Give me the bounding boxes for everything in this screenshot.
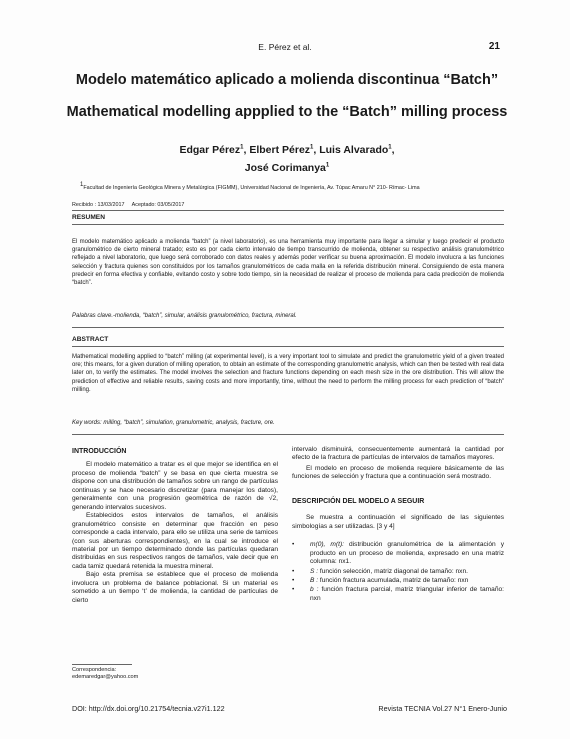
abstract-keywords: Key words: milling, “batch”, simulation, granulometric, analysis, fracture, ore. bbox=[72, 420, 275, 426]
divider bbox=[72, 346, 504, 347]
footnote-divider bbox=[72, 664, 132, 665]
intro-paragraph: Establecidos estos intervalos de tamaños, el análisis granulométrico consiste en determinar que fracción en peso corresponde a cada intervalo, para ello se utiliza una serie de tamices (con sus aberturas correspondientes), en la cual se introduce el material por un tiempo determinado donde las partículas quedaran distribuidas en sus respectivos rangos de tamaños, vale decir que en cada tamiz quedará retenida la muestra mineral. bbox=[72, 512, 278, 570]
author-name: Luis Alvarado bbox=[319, 144, 389, 156]
symbol-list bbox=[292, 541, 504, 603]
list-item: • m(0), m(t): distribución granulométrica de la alimentación y producto en un proceso de molienda, expresado en una matriz columna: nx1. bbox=[292, 541, 504, 566]
intro-heading: INTRODUCCIÓN bbox=[72, 448, 127, 455]
list-item: • B : función fractura acumulada, matriz de tamaño: nxn bbox=[292, 576, 469, 584]
bullet-icon: • bbox=[292, 586, 295, 594]
bullet-icon: • bbox=[292, 576, 295, 584]
intro-paragraph: Bajo esta premisa se establece que el proceso de molienda involucra un problema de balance poblacional. Si un material es sometido a un tiempo ‘t’ de molienda, la cantidad de partículas de cierto bbox=[72, 571, 278, 604]
page-number: 21 bbox=[488, 41, 500, 52]
bullet-icon: • bbox=[292, 567, 295, 575]
resumen-heading: RESUMEN bbox=[72, 214, 105, 221]
title-english: Mathematical modelling appplied to the “Batch” milling process bbox=[66, 104, 508, 120]
abstract-text: Mathematical modelling applied to “batch” milling (at experimental level), is a very important tool to simulate and predict the granulometric yield of a given treated ore; this means, for a given duration of milling operation, to obtain an estimate of the corresponding granulometric analysis, which can then be tested with real data later on, to verify the estimates. The model involves the selection and fracture functions depending on each mesh size in the ore distribution. This will allow the prediction of effective and reliable results, saving costs and more importantly, time, without the need to perform the milling process for each prediction of “batch” milling. bbox=[72, 354, 504, 393]
footer-doi[interactable]: DOI: http://dx.doi.org/10.21754/tecnia.v27i1.122 bbox=[72, 704, 225, 713]
left-column bbox=[72, 448, 278, 605]
accepted-date: Aceptado: 03/05/2017 bbox=[131, 202, 185, 208]
author-name: Elbert Pérez bbox=[249, 144, 311, 156]
intro-paragraph: El modelo matemático a tratar es el que mejor se identifica en el proceso de molienda “batch” y se basa en que cierta muestra se dispone con una distribución de tamaños sobre un rango de partículas continuas y se hace necesario discretizar (para manejar los datos), generalmente con una progresión geométrica de razón de √2, generando intervalos sucesivos. bbox=[72, 461, 278, 511]
divider bbox=[72, 210, 504, 211]
article-dates bbox=[72, 202, 184, 208]
model-paragraph: El modelo en proceso de molienda requiere básicamente de las funciones de selección y fractura que a continuación será mostrado. bbox=[292, 464, 504, 481]
author-line-2: José Corimanya$^1$ bbox=[244, 162, 330, 174]
resumen-text: El modelo matemático aplicado a molienda “batch” (a nivel laboratorio), es una herramienta muy importante para llegar a simular y luego predecir el producto granulométrico de cierto mineral tratado; esto es por cada cierto intervalo de tiempo transcurrido de molienda, obtener su respectivo análisis granulométrico reflejado a nivel laboratorio, que luego será corroborado con datos reales y además poder verificar su buena aproximación. El modelo involucra a las funciones selección y fractura quienes son constituidos por los tamaños granulométricos de cada malla en la referida distribución mineral. Consiguiendo de esta manera predecir en forma efectiva y confiable, evitando costo y sobre todo tiempo, sin la necesidad de realizar el proceso de molienda para cada predicción de molienda “batch”. bbox=[72, 239, 504, 287]
correspondence-label: Correspondencia: bbox=[72, 667, 117, 673]
footer-journal: Revista TECNIA Vol.27 N°1 Enero-Junio bbox=[378, 704, 507, 713]
divider bbox=[72, 327, 504, 328]
correspondence-email[interactable]: edemaredgar@yahoo.com bbox=[72, 674, 139, 680]
affiliation: $^1$Facultad de Ingeniería Geológica Minera y Metalúrgica (FIGMM), Universidad Nacional de Ingeniería, Av. Túpac Amaru N° 210- Rímac- Lima bbox=[80, 182, 420, 191]
symbols-intro: Se muestra a continuación el significado de las siguientes simbologías a ser utilizadas. [3 y 4] bbox=[292, 514, 504, 530]
right-column bbox=[292, 446, 504, 603]
list-item: • S : función selección, matriz diagonal de tamaño: nxn. bbox=[292, 567, 468, 575]
author-name: Edgar Pérez bbox=[179, 144, 241, 156]
list-item: • b : función fractura parcial, matriz triangular inferior de tamaño: nxn bbox=[292, 586, 504, 602]
received-date: Recibido : 13/03/2017 bbox=[72, 202, 125, 208]
running-header-authors: E. Pérez et al. bbox=[258, 42, 312, 52]
sqrt-symbol: √2 bbox=[268, 495, 277, 503]
continued-paragraph: intervalo disminuirá, consecuentemente aumentará la cantidad por efecto de la fractura de partículas de intervalos de tamaños mayores. bbox=[292, 446, 504, 462]
author-name: José Corimanya bbox=[244, 162, 326, 174]
correspondence bbox=[72, 667, 138, 681]
author-line-1: Edgar Pérez$^1$, Elbert Pérez$^1$, Luis Alvarado$^1$, bbox=[179, 144, 395, 156]
title-spanish: Modelo matemático aplicado a molienda discontinua “Batch” bbox=[75, 72, 499, 88]
divider bbox=[72, 224, 504, 225]
bullet-icon: • bbox=[292, 541, 295, 549]
abstract-heading: ABSTRACT bbox=[72, 336, 109, 343]
divider bbox=[72, 434, 504, 435]
model-description-heading: DESCRIPCIÓN DEL MODELO A SEGUIR bbox=[292, 497, 425, 505]
resumen-keywords: Palabras clave.-molienda, “batch”, simular, análisis granulométrico, fractura, mineral. bbox=[72, 313, 297, 319]
